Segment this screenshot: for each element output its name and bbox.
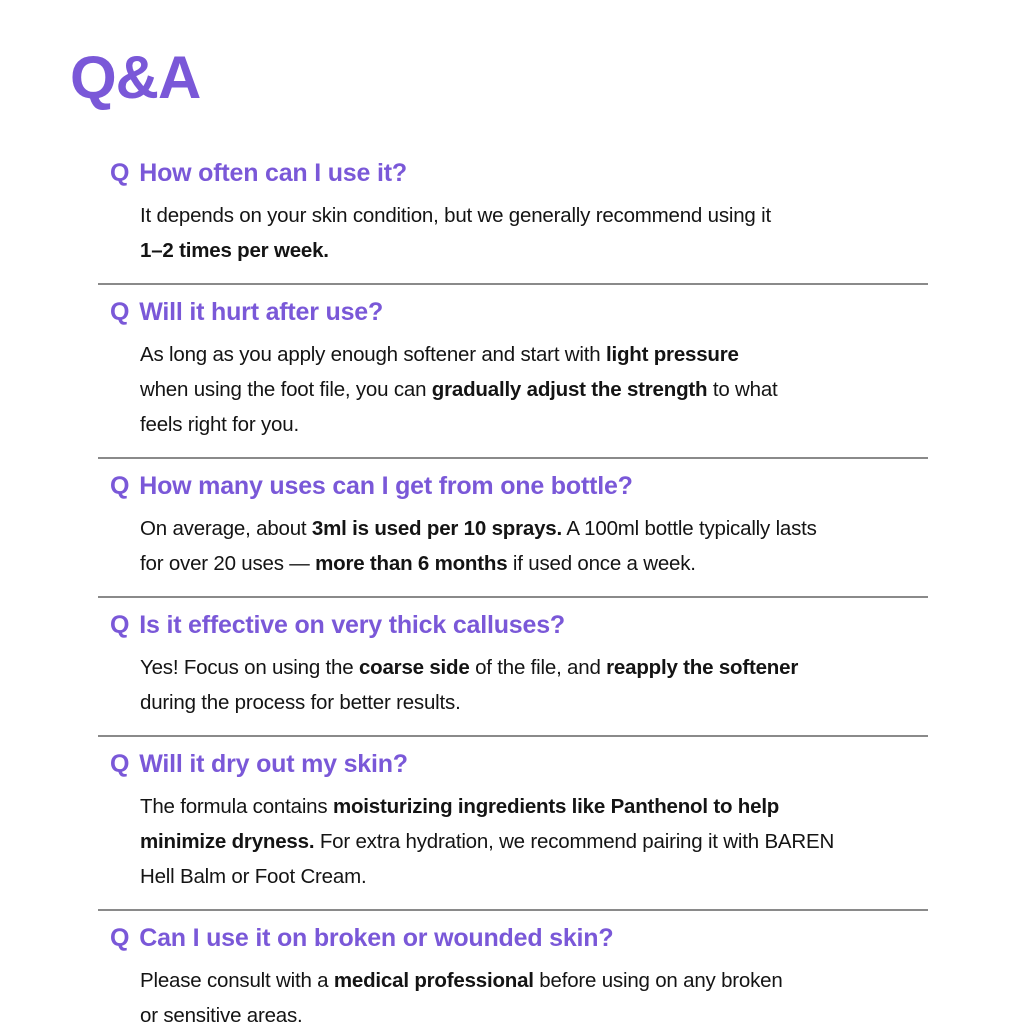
question-text: Can I use it on broken or wounded skin? — [139, 924, 614, 952]
question-q-marker: Q — [110, 611, 130, 639]
qa-section — [98, 283, 928, 457]
question-heading — [98, 923, 928, 954]
question-q-marker: Q — [110, 472, 130, 500]
answer-bold-text: gradually adjust the strength — [431, 378, 708, 401]
answer-line — [140, 963, 928, 998]
qa-section — [98, 909, 928, 1024]
question-text: How often can I use it? — [139, 159, 407, 187]
qa-list — [98, 146, 928, 1024]
question-q-marker: Q — [110, 750, 130, 778]
answer-line — [140, 198, 928, 233]
answer-regular-text: For extra hydration, we recommend pairing it with BAREN — [314, 830, 835, 853]
answer-regular-text: Hell Balm or Foot Cream. — [140, 865, 367, 888]
answer-regular-text: It depends on your skin condition, but we generally recommend using it — [140, 204, 771, 227]
question-q-marker: Q — [110, 924, 130, 952]
qa-section — [98, 457, 928, 596]
question-q-marker: Q — [110, 159, 130, 187]
answer-line — [140, 650, 928, 685]
answer-line — [140, 372, 928, 407]
answer-line — [140, 511, 928, 546]
answer-line — [140, 859, 928, 894]
answer-bold-text: coarse side — [358, 656, 470, 679]
answer-bold-text: more than 6 months — [315, 552, 508, 575]
answer-bold-text: light pressure — [605, 343, 739, 366]
answer-line — [140, 685, 928, 720]
answer-line — [140, 824, 928, 859]
qa-section — [98, 735, 928, 909]
answer-line — [140, 546, 928, 581]
answer-regular-text: before using on any broken — [533, 969, 783, 992]
answer-regular-text: when using the foot file, you can — [140, 378, 432, 401]
answer-regular-text: Yes! Focus on using the — [140, 656, 359, 679]
answer-bold-text: medical professional — [333, 969, 534, 992]
answer-line — [140, 337, 928, 372]
question-heading — [98, 471, 928, 502]
answer-regular-text: On average, about — [140, 517, 312, 540]
qa-section — [98, 596, 928, 735]
answer-regular-text: A 100ml bottle typically lasts — [561, 517, 817, 540]
answer-line — [140, 407, 928, 442]
question-q-marker: Q — [110, 298, 130, 326]
question-heading — [98, 158, 928, 189]
answer-regular-text: feels right for you. — [140, 413, 299, 436]
question-heading — [98, 610, 928, 641]
answer-regular-text: of the file, and — [469, 656, 607, 679]
answer-text — [98, 511, 928, 581]
answer-text — [98, 963, 928, 1024]
answer-regular-text: during the process for better results. — [140, 691, 461, 714]
qa-section — [98, 146, 928, 283]
answer-bold-text: 3ml is used per 10 sprays. — [311, 517, 562, 540]
answer-bold-text: moisturizing ingredients like Panthenol to help — [332, 795, 780, 818]
answer-regular-text: to what — [707, 378, 778, 401]
answer-regular-text: or sensitive areas. — [140, 1004, 303, 1024]
page-title: Q&A — [70, 44, 201, 111]
answer-regular-text: Please consult with a — [140, 969, 334, 992]
answer-text — [98, 337, 928, 442]
question-text: How many uses can I get from one bottle? — [139, 472, 633, 500]
question-heading — [98, 297, 928, 328]
answer-regular-text: As long as you apply enough softener and start with — [140, 343, 606, 366]
question-text: Will it dry out my skin? — [139, 750, 408, 778]
answer-line — [140, 233, 928, 268]
answer-bold-text: minimize dryness. — [140, 830, 315, 853]
answer-text — [98, 789, 928, 894]
answer-line — [140, 998, 928, 1024]
answer-text — [98, 198, 928, 268]
question-heading — [98, 749, 928, 780]
question-text: Is it effective on very thick calluses? — [139, 611, 565, 639]
answer-regular-text: for over 20 uses — — [140, 552, 316, 575]
question-text: Will it hurt after use? — [139, 298, 384, 326]
answer-regular-text: if used once a week. — [507, 552, 696, 575]
answer-bold-text: reapply the softener — [606, 656, 799, 679]
answer-regular-text: The formula contains — [140, 795, 333, 818]
answer-text — [98, 650, 928, 720]
answer-bold-text: 1–2 times per week. — [140, 239, 329, 262]
answer-line — [140, 789, 928, 824]
